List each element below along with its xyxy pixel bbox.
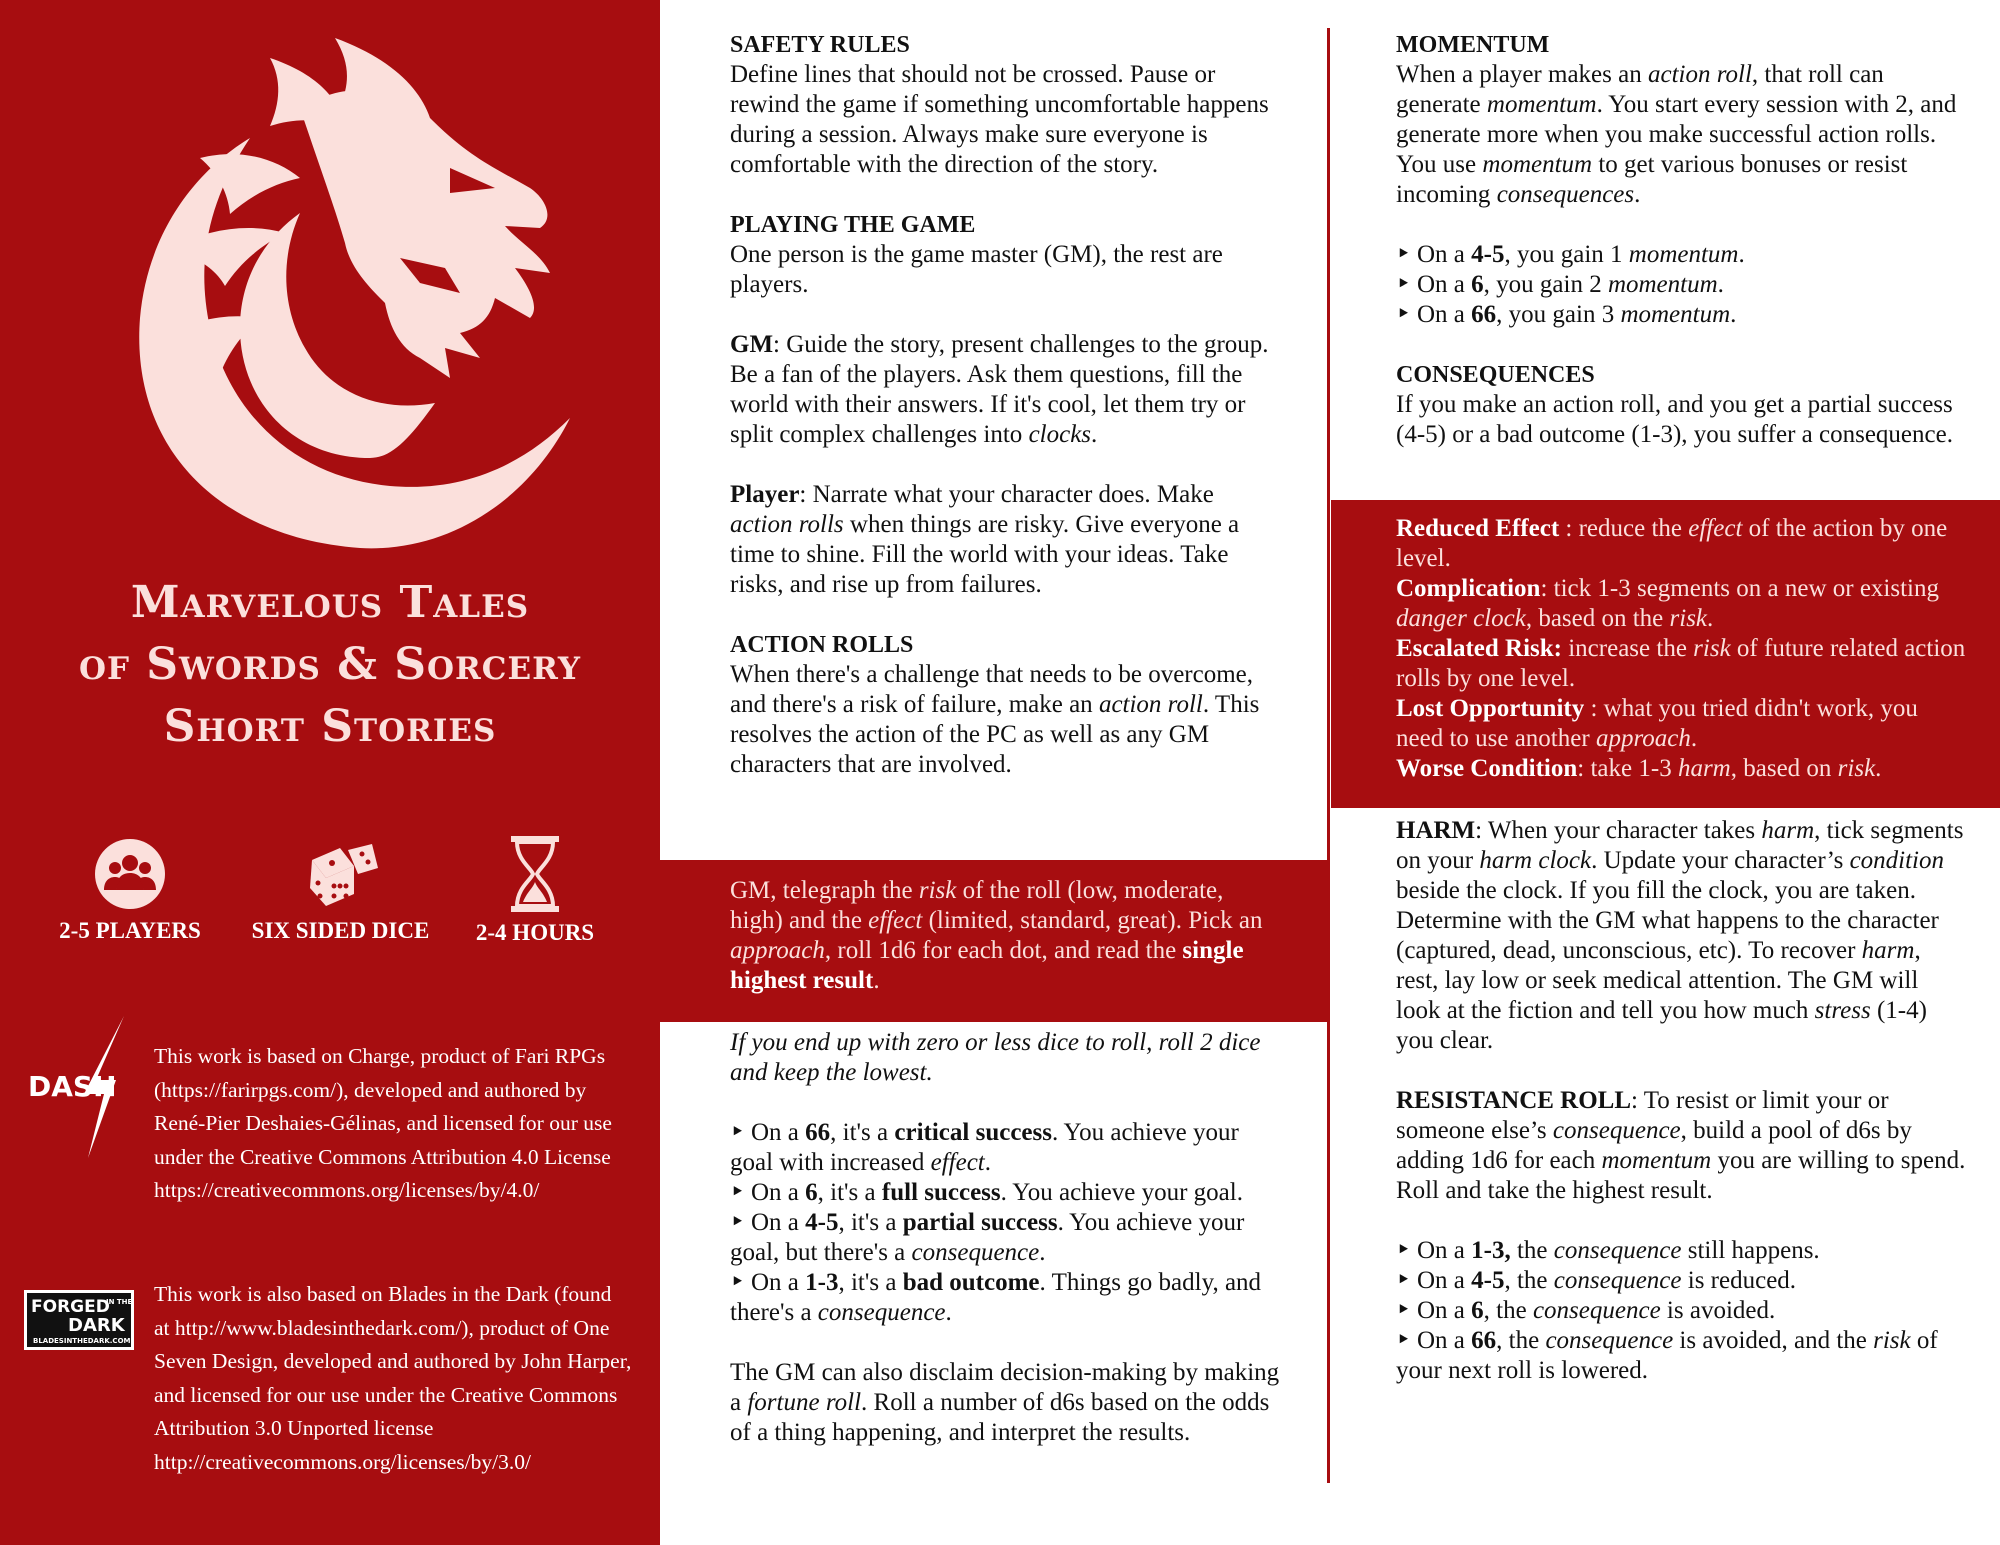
result-mid: , the [1483,1297,1533,1324]
result-number: 66 [1471,1327,1497,1354]
result-mid: , you gain 1 [1504,241,1629,268]
zero-dice-text: If you end up with zero or less dice to roll, roll 2 dice and keep the lowest. [730,1029,1261,1086]
resistance-result-list [1396,1236,1966,1386]
column-divider [1327,28,1330,1483]
forged-logo-word-3: DARK [68,1315,125,1336]
gm-text-end: . [1091,421,1098,448]
safety-text: Define lines that should not be crossed. Pause or rewind the game if something uncomfortable happens during a session. Always make sure everyone is comfortable with the direction of the story. [730,61,1269,178]
fortune-2: . Roll a number of d6s based on the odds of a thing happening, and interpret the results. [730,1389,1270,1446]
roll-result-item [730,1268,1280,1328]
middle-column-lower [730,1028,1280,1448]
result-prefix: ‣ On a [730,1119,806,1146]
resistance-result-item [1396,1296,1966,1326]
momentum-e3: momentum [1482,151,1593,178]
momentum-e4: consequences [1496,181,1635,208]
consequence-text: . [1875,755,1882,782]
roll-result-list [730,1118,1280,1328]
result-prefix: ‣ On a [730,1209,806,1236]
player-text: : Narrate what your character does. Make [799,481,1214,508]
result-number: 6 [805,1179,818,1206]
momentum-result-list [1396,240,1966,330]
consequence-text: increase the [1561,635,1694,662]
harm-t3: . Update your character’s [1591,847,1850,874]
result-end: is avoided, and the [1673,1327,1874,1354]
result-em: consequence [817,1299,946,1326]
gm-telegraph-text [730,876,1278,996]
consequence-item [1396,514,1966,574]
stat-dice-label: SIX SIDED DICE [251,918,430,943]
band-bold: single highest result [730,937,1244,994]
consequence-text: . [1707,605,1714,632]
harm-t6: (1-4) you clear. [1396,997,1927,1054]
resist-t3: you are willing to spend. Roll and take the highest result. [1396,1147,1966,1204]
harm-label: HARM [1396,817,1476,844]
consequence-label: Lost Opportunity [1396,695,1585,722]
consequence-label: Reduced Effect [1396,515,1560,542]
result-prefix: ‣ On a [1396,271,1472,298]
player-label: Player [730,481,800,508]
action-text-2: . This resolves the action of the PC as well as any GM characters that are involved. [730,691,1260,778]
resistance-paragraph [1396,1086,1966,1206]
resist-t1: : To resist or limit your or someone else’s [1396,1087,1889,1144]
gm-label: GM [730,331,774,358]
band-t5: . [873,967,880,994]
band-t4: , roll 1d6 for each dot, and read the [824,937,1183,964]
roll-result-item [730,1208,1280,1268]
result-mid: , the [1496,1327,1546,1354]
dice-icon [302,838,380,910]
result-em: effect [930,1149,985,1176]
result-number: 66 [1471,301,1497,328]
result-prefix: ‣ On a [1396,1297,1472,1324]
harm-e4: harm [1861,937,1915,964]
result-em: consequence [1553,1267,1682,1294]
result-end: . [945,1299,952,1326]
harm-t4: beside the clock. If you fill the clock, you are taken. Determine with the GM what happens to the character (captured, dead, unconscious, etc). To recover [1396,877,1939,964]
player-text-end: when things are risky. Give everyone a time to shine. Fill the world with your ideas. Take risks, and rise up from failures. [730,511,1240,598]
result-number: 1-3, [1471,1237,1511,1264]
harm-e3: condition [1849,847,1944,874]
playing-heading: PLAYING THE GAME [730,212,976,238]
result-prefix: ‣ On a [730,1179,806,1206]
result-prefix: ‣ On a [1396,1267,1472,1294]
stat-dice [238,838,443,944]
roll-result-item [730,1118,1280,1178]
hourglass-icon [509,836,561,912]
band-t1: GM, telegraph the [730,877,919,904]
stat-players-label: 2-5 PLAYERS [59,918,201,943]
result-text: . Things go badly, and there's a [730,1269,1262,1326]
action-heading: ACTION ROLLS [730,632,914,658]
harm-t5: , rest, lay low or seek medical attention. The GM will look at the fiction and tell you how much [1396,937,1921,1024]
result-end: . [1039,1239,1046,1266]
gm-em: clocks [1028,421,1092,448]
band-risk: risk [918,877,957,904]
result-em: consequence [1532,1297,1661,1324]
license-charge: This work is based on Charge, product of Fari RPGs (https://farirpgs.com/), developed and authored by René-Pier Deshaies-Gélinas, and licensed for our use under the Creative Commons Attribution 4.0 License https://creativecommons.org/licenses/by/4.0/ [154,1044,612,1202]
license-blades: This work is also based on Blades in the Dark (found at http://www.bladesinthedark.com/), product of One Seven Design, developed and authored by John Harper, and licensed for our use under the Creative Commons Attribution 3.0 Unported license http://creativecommons.org/licenses/by/3.0/ [154,1282,632,1474]
player-paragraph [730,480,1280,600]
result-text: . You achieve your goal. [1000,1179,1243,1206]
consequence-label: Worse Condition [1396,755,1578,782]
momentum-t3: . You start every session with 2, and generate more when you make successful action rolls. You use [1396,91,1957,178]
stat-hours-label: 2-4 HOURS [475,920,595,945]
forged-in-the-dark-logo [24,1290,134,1350]
resistance-result-item [1396,1236,1966,1266]
result-outcome: full success [881,1179,1001,1206]
result-number: 6 [1471,1297,1484,1324]
momentum-t1: When a player makes an [1396,61,1648,88]
result-end: is avoided. [1660,1297,1776,1324]
fortune-1: The GM can also disclaim decision-making by making a [730,1359,1280,1416]
result-mid: , it's a [817,1179,882,1206]
result-prefix: ‣ On a [1396,1327,1472,1354]
result-mid: , you gain 3 [1496,301,1621,328]
result-prefix: ‣ On a [1396,301,1472,328]
result-em: momentum [1607,271,1718,298]
result-end: is reduced. [1681,1267,1797,1294]
consequence-label: Complication [1396,575,1541,602]
action-text [730,660,1280,780]
result-outcome: bad outcome [902,1269,1040,1296]
result-prefix: ‣ On a [730,1269,806,1296]
title-line-2: of Swords & Sorcery [78,639,582,690]
momentum-heading: MOMENTUM [1396,32,1550,58]
stat-hours [465,836,605,946]
title-line-1: Marvelous Tales [130,577,530,628]
right-column [1396,30,1966,450]
band-t3: (limited, standard, great). Pick an [922,907,1263,934]
game-title [0,572,660,758]
result-text: . You achieve your goal with increased [730,1119,1239,1176]
resistance-result-item [1396,1266,1966,1296]
stat-players [40,838,220,944]
gm-text: : Guide the story, present challenges to the group. Be a fan of the players. Ask them questions, fill the world with their answers. If it's cool, let them try or split complex challenges into [730,331,1269,448]
result-number: 4-5 [805,1209,839,1236]
band-effect: effect [868,907,923,934]
consequences-text: If you make an action roll, and you get a partial success (4-5) or a bad outcome (1-3), you suffer a consequence. [1396,391,1953,448]
result-mid: , it's a [830,1119,895,1146]
safety-heading: SAFETY RULES [730,32,910,58]
harm-e1: harm [1761,817,1815,844]
consequence-text: , based on [1730,755,1838,782]
dash-logo [26,1016,144,1158]
momentum-result-item [1396,270,1966,300]
result-end: . [1738,241,1745,268]
result-end: . [1730,301,1737,328]
forged-logo-word-2: IN THE [106,1298,133,1306]
consequence-em: harm [1677,755,1731,782]
consequence-text: of future related action rolls by one level. [1396,635,1966,692]
consequence-em: effect [1688,515,1743,542]
consequence-text: : reduce the [1559,515,1689,542]
result-mid: the [1510,1237,1554,1264]
result-mid: , it's a [838,1209,903,1236]
result-text: . You achieve your goal, but there's a [730,1209,1245,1266]
resist-label: RESISTANCE ROLL [1396,1087,1632,1114]
result-mid: , you gain 2 [1483,271,1608,298]
harm-t2: , tick segments on your [1396,817,1964,874]
consequence-item [1396,694,1966,754]
consequence-em: danger clock [1396,605,1526,632]
consequence-em: risk [1669,605,1708,632]
forged-logo-word-1: FORGED [31,1297,110,1317]
consequence-list [1396,514,1966,784]
result-number: 4-5 [1471,241,1505,268]
result-em: consequence [1553,1237,1682,1264]
momentum-e2: momentum [1486,91,1597,118]
consequence-text: , based on the [1525,605,1670,632]
fortune-roll-text [730,1358,1280,1448]
zero-dice-note [730,1028,1280,1088]
result-em: momentum [1628,241,1739,268]
resist-e2: momentum [1601,1147,1712,1174]
result-number: 1-3 [805,1269,839,1296]
harm-t1: : When your character takes [1475,817,1762,844]
resistance-result-item [1396,1326,1966,1386]
momentum-e1: action roll [1647,61,1752,88]
consequence-text: : what you tried didn't work, you need to use another [1396,695,1918,752]
consequence-text: of the action by one level. [1396,515,1948,572]
gm-paragraph [730,330,1280,450]
result-number: 6 [1471,271,1484,298]
momentum-t5: . [1634,181,1641,208]
result-prefix: ‣ On a [1396,1237,1472,1264]
result-mid: , it's a [838,1269,903,1296]
consequence-em: risk [1693,635,1731,662]
consequence-item [1396,574,1966,634]
dash-logo-text: DASH [28,1070,117,1103]
momentum-t4: to get various bonuses or resist incoming [1396,151,1908,208]
player-em: action rolls [730,511,844,538]
result-em: risk [1873,1327,1911,1354]
consequence-em: approach [1595,725,1691,752]
momentum-result-item [1396,300,1966,330]
consequence-item [1396,634,1966,694]
result-prefix: ‣ On a [1396,241,1472,268]
harm-e5: stress [1814,997,1871,1024]
result-number: 4-5 [1471,1267,1505,1294]
result-outcome: critical success [894,1119,1052,1146]
forged-logo-url: BLADESINTHEDARK.COM [33,1337,131,1345]
consequence-item [1396,754,1966,784]
resist-t2: , build a pool of d6s by adding 1d6 for each [1396,1117,1912,1174]
playing-text: One person is the game master (GM), the rest are players. [730,241,1223,298]
band-approach: approach [730,937,825,964]
result-end: still happens. [1681,1237,1820,1264]
result-outcome: partial success [902,1209,1058,1236]
result-end: . [1717,271,1724,298]
sidebar [0,0,660,1545]
players-icon [94,838,166,910]
momentum-t2: , that roll can generate [1396,61,1884,118]
action-text-1: When there's a challenge that needs to be overcome, and there's a risk of failure, make an [730,661,1254,718]
fortune-em: fortune roll [747,1389,862,1416]
result-em: consequence [1545,1327,1674,1354]
result-em: momentum [1620,301,1731,328]
result-mid: , the [1504,1267,1554,1294]
result-end: of your next roll is lowered. [1396,1327,1938,1384]
consequence-text: . [1690,725,1698,752]
consequence-label: Escalated Risk: [1396,635,1562,662]
consequence-text: : take 1-3 [1577,755,1678,782]
band-t2: of the roll (low, moderate, high) and the [730,877,1224,934]
result-end: . [984,1149,992,1176]
dragon-emblem-icon [100,18,600,558]
harm-paragraph [1396,816,1966,1056]
consequences-heading: CONSEQUENCES [1396,362,1595,388]
resist-e1: consequence [1552,1117,1681,1144]
momentum-text [1396,60,1966,210]
roll-result-item [730,1178,1280,1208]
result-number: 66 [805,1119,831,1146]
consequence-em: risk [1837,755,1876,782]
middle-column [730,30,1280,780]
momentum-result-item [1396,240,1966,270]
consequence-text: : tick 1-3 segments on a new or existing [1540,575,1939,602]
harm-e2: harm clock [1479,847,1592,874]
result-em: consequence [911,1239,1040,1266]
right-column-lower [1396,816,1966,1386]
title-line-3: Short Stories [163,701,497,752]
action-em: action roll [1098,691,1203,718]
